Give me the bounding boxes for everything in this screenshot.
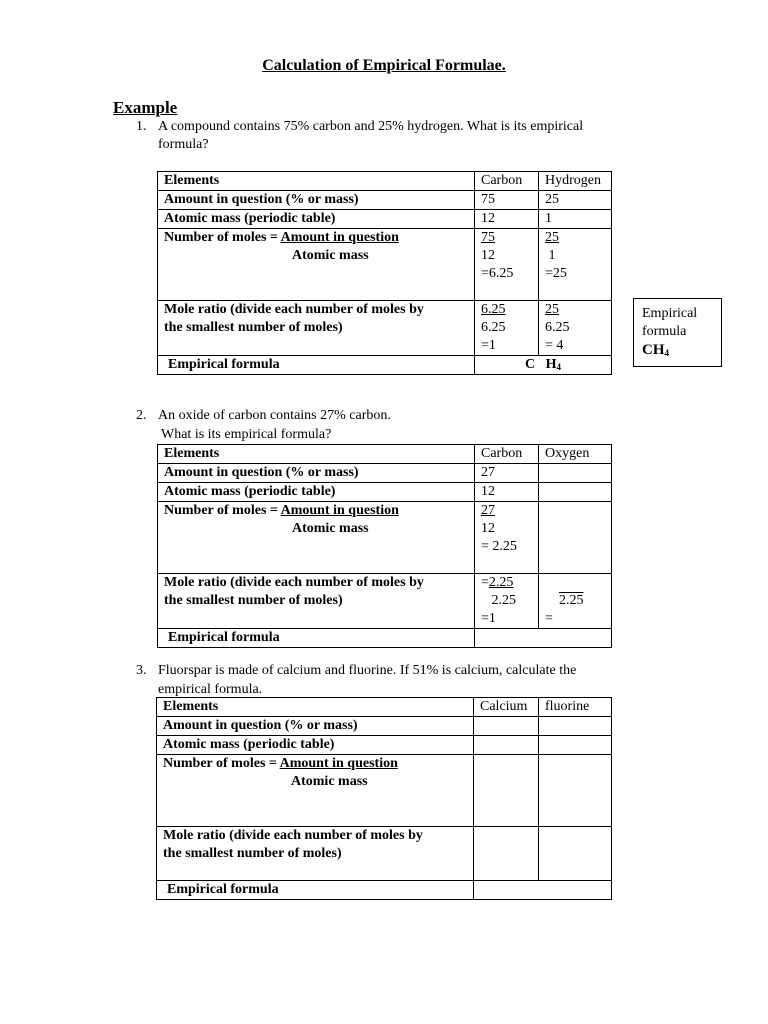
cell-amount-carbon: 75: [475, 191, 539, 210]
question-text-line1: An oxide of carbon contains 27% carbon.: [158, 408, 391, 423]
cell-atomic-fluorine: [539, 736, 612, 755]
question-text-line2: formula?: [158, 137, 209, 152]
col-header-carbon: Carbon: [475, 445, 539, 464]
cell-ratio-oxygen: 2.25 =: [539, 574, 612, 629]
cell-empirical-formula: C $H_4$: [475, 356, 612, 375]
table-q3: [156, 697, 612, 900]
cell-ratio-calcium: [474, 827, 539, 881]
col-header-fluorine: fluorine: [539, 698, 612, 717]
cell-moles-calcium: [474, 755, 539, 827]
question-text-line1: A compound contains 75% carbon and 25% hydrogen. What is its empirical: [158, 119, 584, 134]
cell-atomic-carbon: 12: [475, 210, 539, 229]
row-label-amount: Amount in question (% or mass): [158, 191, 475, 210]
question-number: 3.: [136, 663, 147, 678]
cell-empirical-formula: [474, 881, 612, 900]
question-number: 1.: [136, 119, 147, 134]
answer-formula: $CH_4$: [642, 342, 669, 358]
cell-amount-carbon: 27: [475, 464, 539, 483]
row-label-amount: Amount in question (% or mass): [157, 717, 474, 736]
cell-ratio-fluorine: [539, 827, 612, 881]
cell-atomic-carbon: 12: [475, 483, 539, 502]
cell-atomic-hydrogen: 1: [539, 210, 612, 229]
col-header-carbon: Carbon: [475, 172, 539, 191]
cell-empirical-formula: [475, 629, 612, 648]
cell-amount-fluorine: [539, 717, 612, 736]
row-label-atomic: Atomic mass (periodic table): [157, 736, 474, 755]
cell-atomic-calcium: [474, 736, 539, 755]
row-label-ratio: Mole ratio (divide each number of moles by the smallest number of moles): [158, 301, 475, 356]
cell-amount-calcium: [474, 717, 539, 736]
row-label-empirical: Empirical formula: [158, 629, 475, 648]
question-number: 2.: [136, 408, 147, 423]
col-header-oxygen: Oxygen: [539, 445, 612, 464]
page-title: Calculation of Empirical Formulae.: [262, 57, 506, 74]
row-label-elements: Elements: [157, 698, 474, 717]
cell-moles-carbon: 75 12 =6.25: [475, 229, 539, 301]
question-1: [136, 118, 656, 158]
row-label-empirical: Empirical formula: [158, 356, 475, 375]
col-header-calcium: Calcium: [474, 698, 539, 717]
col-header-hydrogen: Hydrogen: [539, 172, 612, 191]
row-label-moles: Number of moles = Amount in question Atomic mass: [158, 502, 475, 574]
row-label-elements: Elements: [158, 172, 475, 191]
cell-moles-hydrogen: 25 1 =25: [539, 229, 612, 301]
row-label-atomic: Atomic mass (periodic table): [158, 210, 475, 229]
row-label-ratio: Mole ratio (divide each number of moles by the smallest number of moles): [157, 827, 474, 881]
cell-moles-carbon: 27 12 = 2.25: [475, 502, 539, 574]
cell-moles-oxygen: [539, 502, 612, 574]
cell-amount-oxygen: [539, 464, 612, 483]
cell-moles-fluorine: [539, 755, 612, 827]
row-label-amount: Amount in question (% or mass): [158, 464, 475, 483]
table-q1: [157, 171, 612, 375]
cell-ratio-carbon: 6.25 6.25 =1: [475, 301, 539, 356]
question-2: [136, 407, 656, 447]
cell-ratio-carbon: =2.25 2.25 =1: [475, 574, 539, 629]
question-text-line1: Fluorspar is made of calcium and fluorine. If 51% is calcium, calculate the: [158, 663, 577, 678]
cell-amount-hydrogen: 25: [539, 191, 612, 210]
cell-atomic-oxygen: [539, 483, 612, 502]
table-q2: [157, 444, 612, 648]
question-3: [136, 662, 656, 702]
example-heading: Example: [113, 98, 178, 117]
empirical-formula-answer-box: Empirical formula $CH_4$: [633, 298, 722, 367]
row-label-moles: Number of moles = Amount in question Atomic mass: [157, 755, 474, 827]
question-text-line2: What is its empirical formula?: [161, 427, 332, 442]
row-label-elements: Elements: [158, 445, 475, 464]
cell-ratio-hydrogen: 25 6.25 = 4: [539, 301, 612, 356]
row-label-atomic: Atomic mass (periodic table): [158, 483, 475, 502]
row-label-ratio: Mole ratio (divide each number of moles by the smallest number of moles): [158, 574, 475, 629]
row-label-moles: Number of moles = Amount in question Atomic mass: [158, 229, 475, 301]
row-label-empirical: Empirical formula: [157, 881, 474, 900]
question-text-line2: empirical formula.: [158, 682, 263, 697]
